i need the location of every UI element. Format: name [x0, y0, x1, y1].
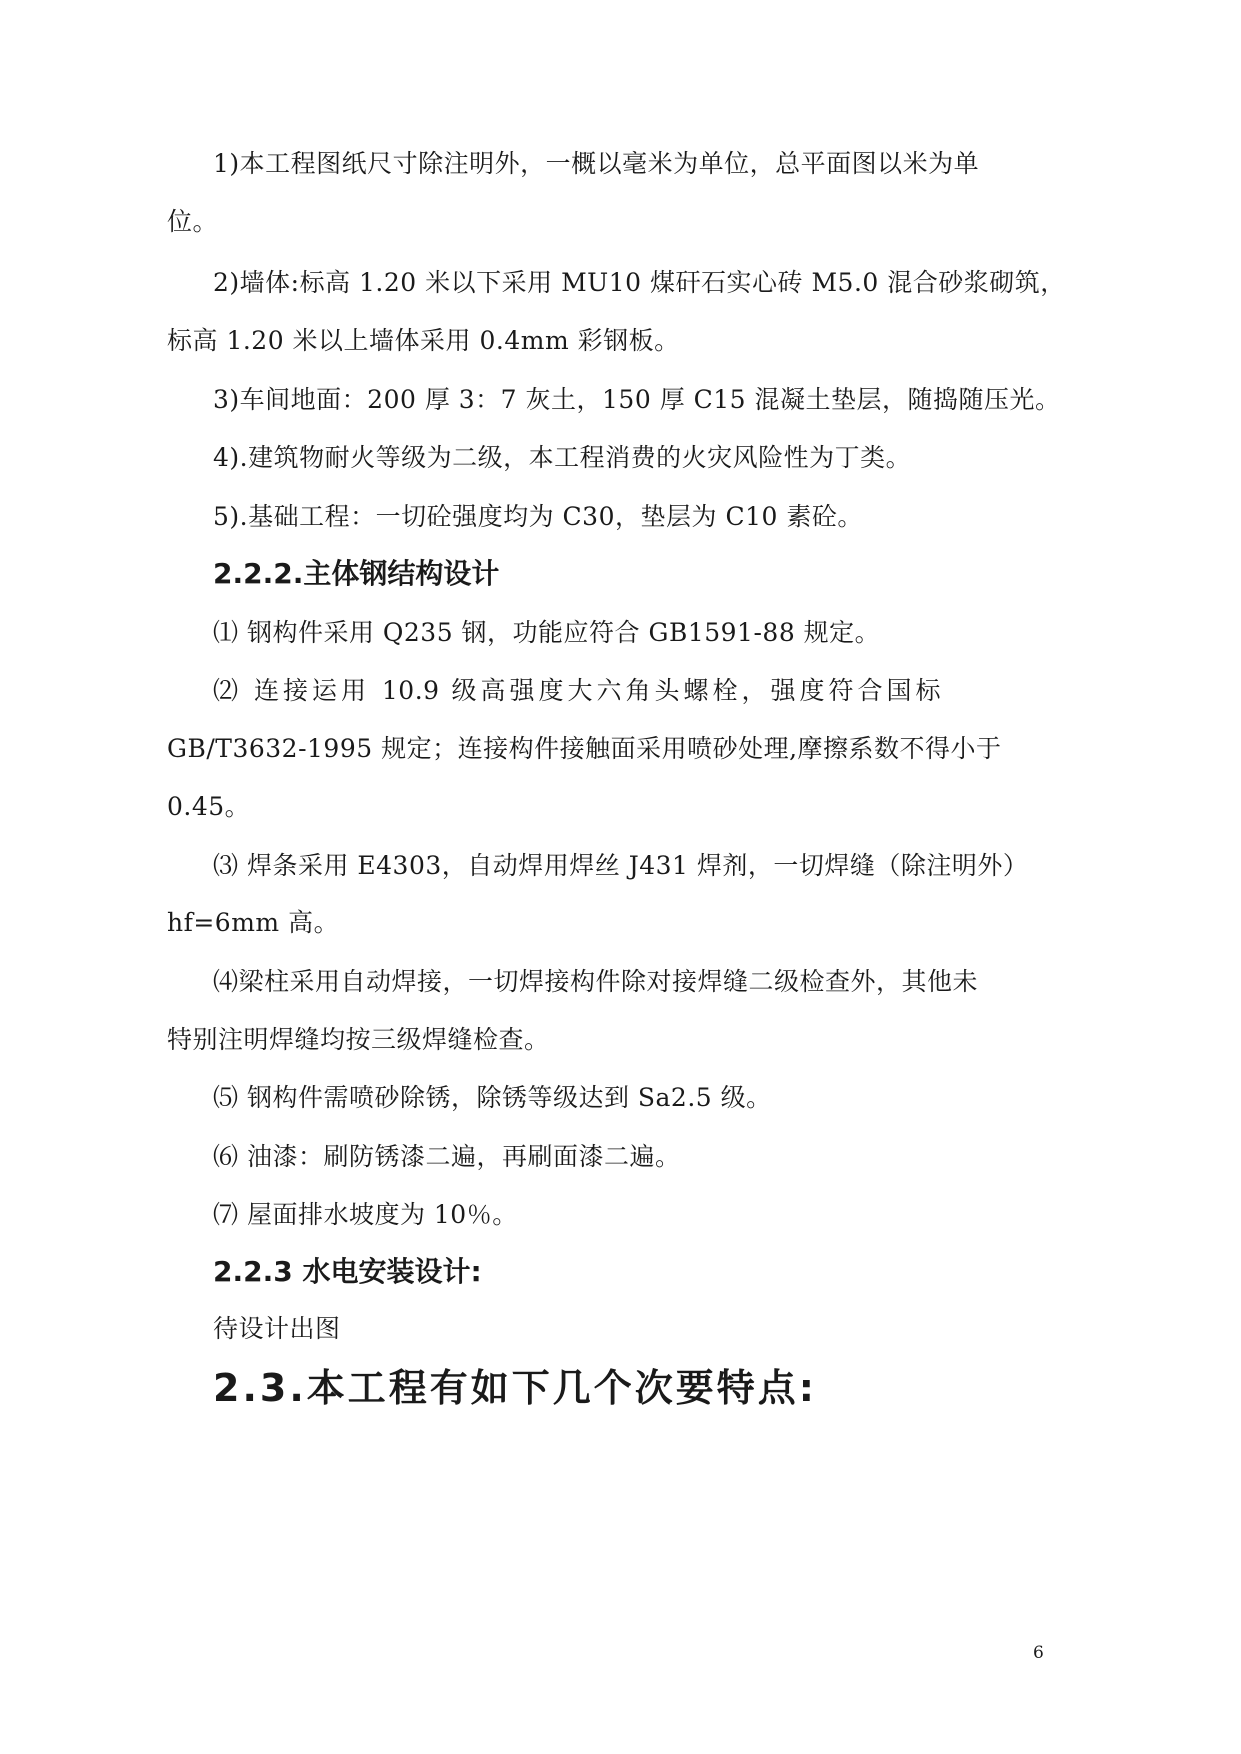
item-2-line-2: GB/T3632-1995 规定；连接构件接触面采用喷砂处理,摩擦系数不得小于	[167, 734, 1002, 763]
paragraph-3: 3)车间地面：200 厚 3：7 灰土，150 厚 C15 混凝土垫层，随捣随压光。	[213, 385, 1061, 414]
item-5: ⑸ 钢构件需喷砂除锈，除锈等级达到 Sa2.5 级。	[213, 1083, 772, 1112]
section-2-2-3-body: 待设计出图	[213, 1314, 341, 1343]
item-4-line-1: ⑷梁柱采用自动焊接，一切焊接构件除对接焊缝二级检查外，其他未	[213, 967, 979, 996]
item-2-line-1: ⑵ 连接运用 10.9 级高强度大六角头螺栓，强度符合国标	[213, 676, 941, 705]
section-heading-2-2-3: 2.2.3 水电安装设计:	[213, 1255, 482, 1288]
paragraph-2-line-2: 标高 1.20 米以上墙体采用 0.4mm 彩钢板。	[167, 326, 680, 355]
item-6: ⑹ 油漆：刷防锈漆二遍，再刷面漆二遍。	[213, 1142, 681, 1171]
section-heading-2-3: 2.3.本工程有如下几个次要特点:	[213, 1366, 817, 1410]
section-heading-2-2-2: 2.2.2.主体钢结构设计	[213, 557, 500, 590]
paragraph-5: 5).基础工程：一切砼强度均为 C30，垫层为 C10 素砼。	[213, 502, 863, 531]
item-3-line-2: hf=6mm 高。	[167, 908, 340, 937]
paragraph-1-line-2: 位。	[167, 207, 219, 236]
item-1: ⑴ 钢构件采用 Q235 钢，功能应符合 GB1591-88 规定。	[213, 618, 881, 647]
item-3-line-1: ⑶ 焊条采用 E4303，自动焊用焊丝 J431 焊剂，一切焊缝（除注明外）	[213, 851, 1029, 880]
item-7: ⑺ 屋面排水坡度为 10％。	[213, 1200, 518, 1229]
paragraph-1-line-1: 1)本工程图纸尺寸除注明外，一概以毫米为单位，总平面图以米为单	[213, 149, 980, 178]
item-4-line-2: 特别注明焊缝均按三级焊缝检查。	[167, 1025, 550, 1054]
item-2-line-3: 0.45。	[167, 792, 251, 821]
paragraph-2-line-1: 2)墙体:标高 1.20 米以下采用 MU10 煤矸石实心砖 M5.0 混合砂浆砌筑，	[213, 268, 1066, 297]
paragraph-4: 4).建筑物耐火等级为二级，本工程消费的火灾风险性为丁类。	[213, 443, 912, 472]
page-number: 6	[1033, 1643, 1044, 1663]
